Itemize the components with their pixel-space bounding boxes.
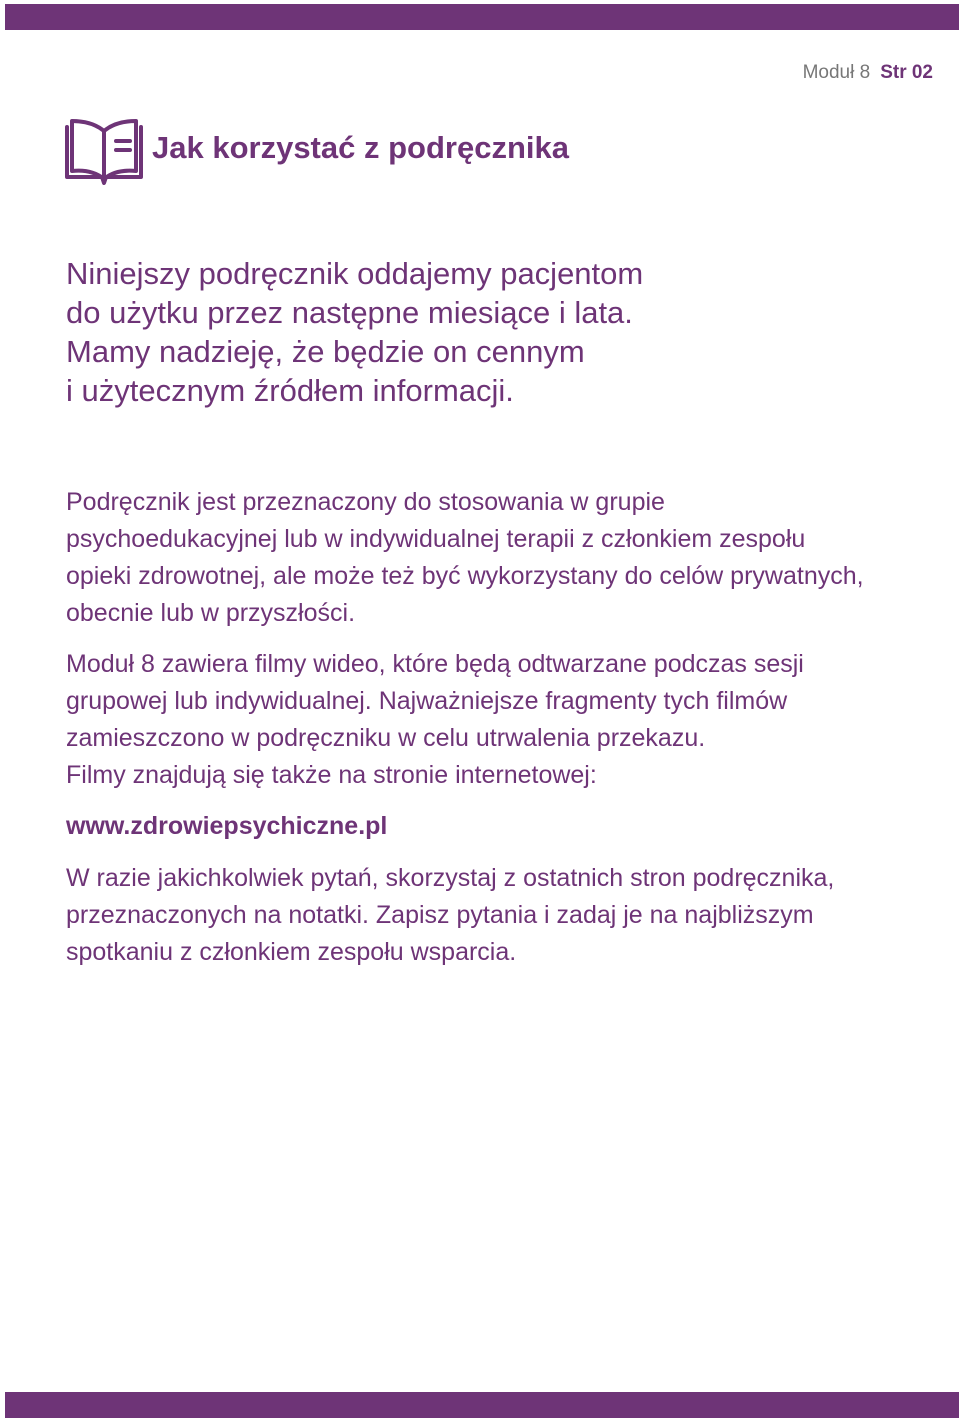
module-label: Moduł 8 (802, 62, 871, 83)
intro-line: do użytku przez następne miesiące i lata. (66, 295, 633, 330)
intro-line: i użytecznym źródłem informacji. (66, 373, 514, 408)
paragraph-line: przeznaczonych na notatki. Zapisz pytania i zadaj je na najbliższym (66, 901, 814, 929)
paragraph-line: Moduł 8 zawiera filmy wideo, które będą odtwarzane podczas sesji (66, 650, 804, 678)
paragraph-line: Podręcznik jest przeznaczony do stosowania w grupie (66, 488, 665, 516)
paragraph-line: spotkaniu z członkiem zespołu wsparcia. (66, 938, 517, 966)
paragraph-line: zamieszczono w podręczniku w celu utrwalenia przekazu. (66, 724, 706, 752)
page-number: Str 02 (880, 62, 933, 83)
paragraph-line: obecnie lub w przyszłości. (66, 599, 356, 627)
paragraph-line: grupowej lub indywidualnej. Najważniejsze fragmenty tych filmów (66, 687, 788, 715)
paragraph-usage (66, 484, 936, 632)
paragraph-line: opieki zdrowotnej, ale może też być wykorzystany do celów prywatnych, (66, 562, 864, 590)
top-color-bar (5, 4, 959, 30)
intro-text (66, 254, 826, 410)
paragraph-line: psychoedukacyjnej lub w indywidualnej terapii z członkiem zespołu (66, 525, 806, 553)
paragraph-videos (66, 646, 936, 794)
paragraph-questions (66, 860, 936, 971)
page-title: Jak korzystać z podręcznika (152, 130, 569, 165)
intro-line: Niniejszy podręcznik oddajemy pacjentom (66, 256, 644, 291)
paragraph-line: W razie jakichkolwiek pytań, skorzystaj z ostatnich stron podręcznika, (66, 864, 835, 892)
book-icon (64, 117, 144, 185)
bottom-color-bar (5, 1392, 959, 1418)
website-link[interactable]: www.zdrowiepsychiczne.pl (66, 812, 388, 840)
intro-line: Mamy nadzieję, że będzie on cennym (66, 334, 585, 369)
paragraph-line: Filmy znajdują się także na stronie internetowej: (66, 761, 597, 789)
page-header (803, 62, 933, 84)
